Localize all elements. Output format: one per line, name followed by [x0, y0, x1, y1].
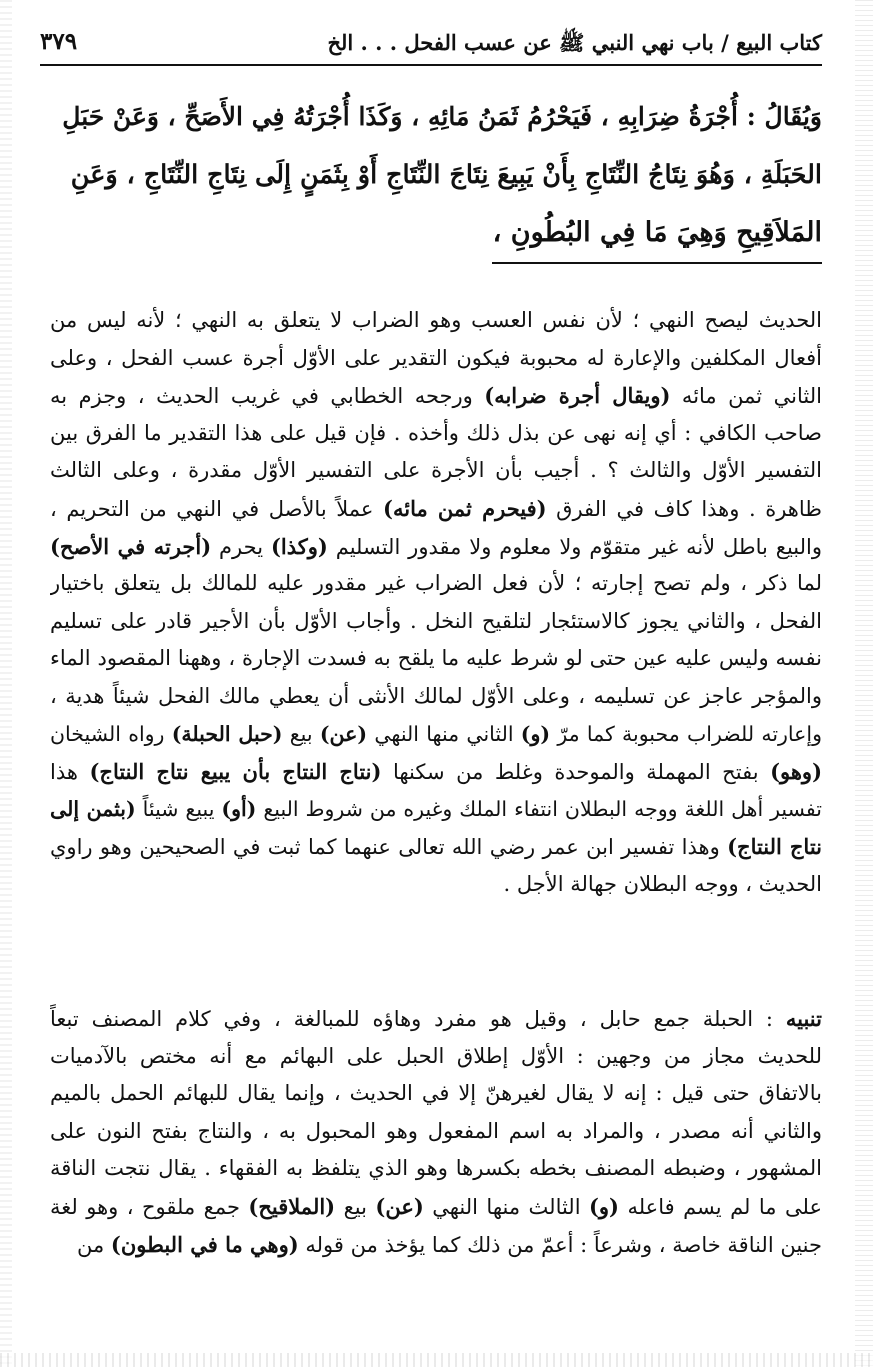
text-run: جمع ملقوح ، وهو لغة [50, 1194, 249, 1219]
note-line [50, 1000, 822, 1038]
text-run: الثاني منها النهي [367, 721, 521, 746]
text-run: : الحبلة جمع حابل ، وقيل هو مفرد وهاؤه للمبالغة ، وفي كلام المصنف تبعاً [50, 1007, 786, 1031]
bold-quote: (الملاقيح) [248, 1193, 336, 1219]
commentary-line [50, 565, 822, 603]
text-run: ظاهرة . وهذا كاف في الفرق [546, 496, 822, 521]
text-run: يبيع شيئاً [135, 796, 222, 821]
text-run: على ما لم يسم فاعله [619, 1194, 822, 1219]
bold-quote: (عن) [319, 721, 368, 746]
bold-quote: (عن) [375, 1193, 424, 1219]
commentary-line [50, 716, 822, 754]
commentary-line [50, 603, 822, 641]
note-line [50, 1075, 822, 1113]
text-run: الثالث منها النهي [423, 1194, 589, 1219]
scan-edge-right [855, 0, 873, 1367]
text-run: الفحل ، والثاني يجوز كالاستئجار لتلقيح النخل . وأجاب الأوّل بأن الأجير قادر على تسليم [50, 608, 822, 633]
bold-quote: (و) [520, 721, 551, 746]
matn-text [62, 88, 822, 262]
text-run: الثاني ثمن مائه [670, 384, 822, 409]
scan-edge-bottom [0, 1353, 873, 1367]
text-run: المشهور ، وضبطه المصنف بخطه بكسرها وهو الذي يتلفظ به الفقهاء . يقال نتجت الناقة [50, 1156, 822, 1181]
text-run: رواه الشيخان [50, 721, 172, 746]
text-run: وإعارته للضراب محبوبة كما مرّ [550, 721, 822, 746]
bold-quote: (أجرته في الأصح) [50, 533, 212, 559]
commentary-line [50, 490, 822, 528]
text-run: بيع [335, 1194, 376, 1219]
matn-separator-rule [492, 262, 822, 264]
commentary-line [50, 528, 822, 566]
commentary-line [50, 377, 822, 415]
text-run: من [76, 1232, 111, 1257]
matn-line: الحَبَلَةِ ، وَهُوَ نِتَاجُ النِّتَاجِ بِأَنْ يَبِيعَ نِتَاجَ النِّتَاجِ أَوْ بِثَمَنٍ إِلَى نِتَاجِ النِّتَاجِ ، وَعَنِ [70, 160, 822, 190]
note-line [50, 1150, 822, 1188]
commentary-line [50, 753, 822, 791]
bold-quote: (وكذا) [270, 533, 328, 559]
text-run: ورجحه الخطابي في غريب الحديث ، وجزم به [50, 384, 485, 409]
page-header [40, 26, 822, 62]
commentary-text [50, 302, 822, 904]
text-run: الحديث ليصح النهي ؛ لأن نفس العسب وهو الضراب لا يتعلق به النهي ؛ لأنه ليس من [50, 308, 822, 332]
bold-quote: (و) [588, 1193, 619, 1219]
bold-quote: (وهو) [770, 759, 822, 785]
commentary-line [50, 866, 822, 904]
note-line [50, 1188, 822, 1226]
text-run: لما ذكر ، ولم تصح إجارته ؛ لأن فعل الضراب غير مقدور عليه للمالك بل يتعلق باختيار [50, 571, 822, 596]
text-run: بيع [282, 721, 320, 746]
matn-line: المَلاَقِيحِ وَهِيَ مَا فِي البُطُونِ ، [492, 217, 822, 248]
text-run: وهذا تفسير ابن عمر رضي الله تعالى عنهما كما ثبت في الصحيحين وهو راوي [50, 835, 728, 860]
bold-quote: (فيحرم ثمن مائه) [383, 495, 547, 521]
text-run: هذا [50, 760, 90, 785]
text-run: جنين الناقة خاصة ، وشرعاً : أعمّ من ذلك كما يؤخذ من قوله [298, 1232, 822, 1257]
text-run: نفسه وليس عليه عين حتى لو شرط عليه ما يلقح به فسدت الإجارة ، وههنا المقصود الماء [50, 646, 822, 671]
bold-quote: (بثمن إلى [50, 796, 136, 821]
note-line [50, 1226, 822, 1264]
running-title: كتاب البيع / باب نهي النبي ﷺ عن عسب الفحل . . . الخ [327, 30, 822, 55]
note-line [50, 1038, 822, 1076]
bold-quote: تنبيه [785, 1006, 822, 1031]
text-run: صاحب الكافي : أي إنه نهى عن بذل ذلك وأخذه . فإن قيل على هذا التقدير ما الفرق بين [50, 420, 822, 445]
commentary-line [50, 452, 822, 490]
text-run: بفتح المهملة والموحدة وغلط من سكنها [381, 760, 771, 785]
text-run: أفعال المكلفين والإعارة له محبوبة فيكون التقدير على الأوّل أجرة عسب الفحل ، وعلى [50, 345, 822, 370]
bold-quote: نتاج النتاج) [727, 834, 822, 860]
bold-quote: (أو) [221, 796, 257, 821]
header-rule [40, 64, 822, 66]
text-run: والمؤجر عاجز عن تسليمه ، وعلى الأوّل لمالك الأنثى أن يعطي مالك الفحل شيئاً هدية ، [50, 683, 822, 708]
text-run: بالاتفاق حتى قيل : إنه لا يقال لغيرهنّ إلا في الحديث ، وإنما يقال للبهائم الحمل بالميم [50, 1081, 822, 1106]
text-run: تفسير أهل اللغة ووجه البطلان انتفاء الملك وغيره من شروط البيع [256, 796, 822, 821]
bold-quote: (وهي ما في البطون) [110, 1231, 299, 1257]
text-run: للحديث مجاز من وجهين : الأوّل إطلاق الحبل على البهائم مع أنه مختص بالآدميات [50, 1043, 822, 1068]
commentary-line [50, 678, 822, 716]
text-run: التفسير الأوّل والثالث ؟ . أجيب بأن الأجرة على التفسير الأوّل مقدرة ، وعلى الثالث [50, 458, 822, 483]
commentary-line [50, 791, 822, 829]
text-run: عملاً بالأصل في النهي من التحريم ، [50, 496, 384, 521]
note-section [50, 1000, 822, 1263]
text-run: والبيع باطل لأنه غير متقوّم ولا معلوم ولا مقدور التسليم [327, 534, 822, 559]
bold-quote: (حبل الحبلة) [171, 721, 283, 746]
text-run: الحديث ، ووجه البطلان جهالة الأجل . [503, 871, 822, 896]
bold-quote: (ويقال أجرة ضرابه) [484, 383, 671, 409]
text-run: يحرم [211, 534, 271, 559]
commentary-line [50, 340, 822, 378]
page-number: ٣٧٩ [40, 28, 78, 55]
commentary-line [50, 828, 822, 866]
text-run: والثاني أنه مصدر ، والمراد به اسم المفعول وهو المحبول به ، والنتاج بفتح النون على [50, 1118, 822, 1143]
bold-quote: (نتاج النتاج بأن يبيع نتاج النتاج) [89, 759, 382, 785]
matn-line: وَيُقَالُ : أُجْرَةُ ضِرَابِهِ ، فَيَحْرُمُ ثَمَنُ مَائِهِ ، وَكَذَا أُجْرَتُهُ فِي الأَصَحِّ ، وَعَنْ حَبَلِ [62, 102, 822, 131]
commentary-line [50, 302, 822, 340]
commentary-line [50, 640, 822, 678]
scan-edge-left [0, 0, 12, 1367]
commentary-line [50, 415, 822, 453]
note-line [50, 1113, 822, 1151]
